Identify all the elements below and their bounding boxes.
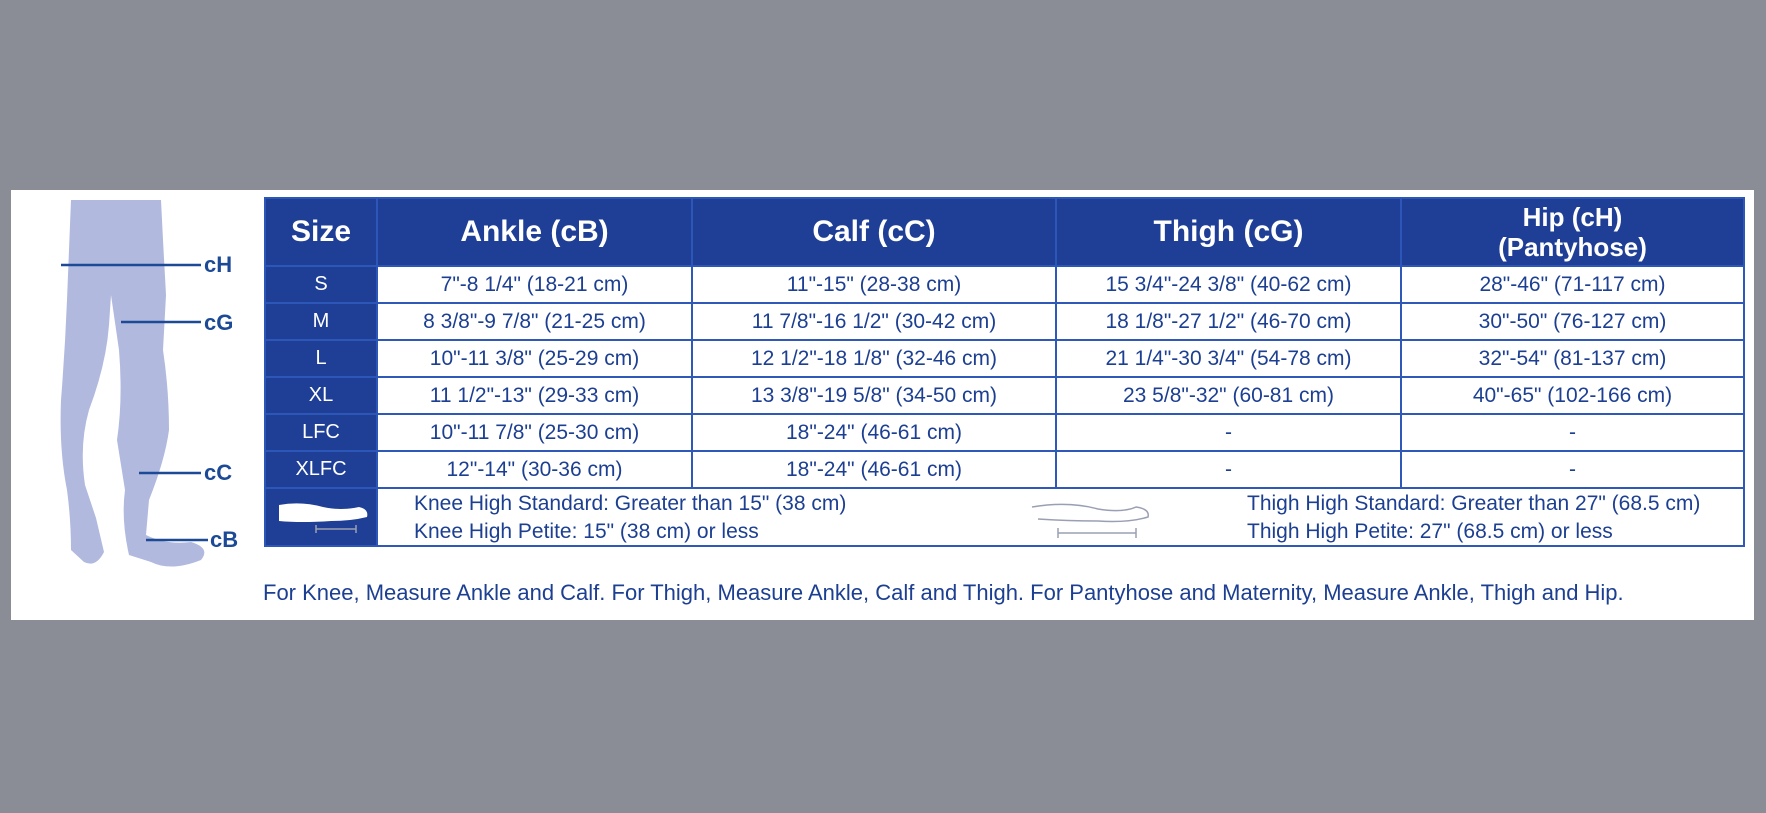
- leg-diagram: [51, 200, 251, 610]
- header-hip-line2: (Pantyhose): [1498, 232, 1647, 262]
- header-thigh: Thigh (cG): [1056, 198, 1401, 266]
- ankle-cell: 11 1/2"-13" (29-33 cm): [377, 377, 692, 414]
- calf-cell: 18"-24" (46-61 cm): [692, 414, 1056, 451]
- ankle-cell: 7"-8 1/4" (18-21 cm): [377, 266, 692, 303]
- table-row: [265, 414, 1744, 451]
- header-calf: Calf (cC): [692, 198, 1056, 266]
- table-row: [265, 303, 1744, 340]
- size-cell: LFC: [265, 414, 377, 451]
- knee-stocking-cell: [265, 488, 377, 546]
- knee-high-standard-note: Knee High Standard: Greater than 15" (38 cm): [414, 492, 847, 515]
- hip-cell: 30"-50" (76-127 cm): [1401, 303, 1744, 340]
- header-hip-line1: Hip (cH): [1522, 202, 1623, 232]
- calf-cell: 11"-15" (28-38 cm): [692, 266, 1056, 303]
- ankle-cell: 12"-14" (30-36 cm): [377, 451, 692, 488]
- calf-cell: 11 7/8"-16 1/2" (30-42 cm): [692, 303, 1056, 340]
- size-cell: XLFC: [265, 451, 377, 488]
- hip-cell: 28"-46" (71-117 cm): [1401, 266, 1744, 303]
- thigh-cell: -: [1056, 414, 1401, 451]
- length-notes: [377, 488, 1744, 546]
- table-row: [265, 266, 1744, 303]
- calf-cell: 18"-24" (46-61 cm): [692, 451, 1056, 488]
- hip-cell: 32"-54" (81-137 cm): [1401, 340, 1744, 377]
- thigh-cell: -: [1056, 451, 1401, 488]
- header-row: [265, 198, 1744, 266]
- size-cell: L: [265, 340, 377, 377]
- thigh-cell: 18 1/8"-27 1/2" (46-70 cm): [1056, 303, 1401, 340]
- header-size: Size: [265, 198, 377, 266]
- size-table: [264, 197, 1745, 547]
- hip-cell: -: [1401, 451, 1744, 488]
- calf-cell: 13 3/8"-19 5/8" (34-50 cm): [692, 377, 1056, 414]
- thigh-high-petite-note: Thigh High Petite: 27" (68.5 cm) or less: [1247, 520, 1613, 543]
- ankle-cell: 10"-11 3/8" (25-29 cm): [377, 340, 692, 377]
- label-cg: cG: [204, 310, 234, 335]
- hip-cell: 40"-65" (102-166 cm): [1401, 377, 1744, 414]
- header-hip: [1401, 198, 1744, 266]
- knee-stocking-icon: [271, 491, 371, 537]
- table-row: [265, 340, 1744, 377]
- size-cell: S: [265, 266, 377, 303]
- thigh-high-standard-note: Thigh High Standard: Greater than 27" (68.5 cm): [1247, 492, 1701, 515]
- size-chart-card: [11, 190, 1754, 620]
- thigh-cell: 15 3/4"-24 3/8" (40-62 cm): [1056, 266, 1401, 303]
- label-ch: cH: [204, 252, 233, 277]
- size-cell: M: [265, 303, 377, 340]
- size-cell: XL: [265, 377, 377, 414]
- length-notes-row: [265, 488, 1744, 546]
- table-row: [265, 451, 1744, 488]
- ankle-cell: 8 3/8"-9 7/8" (21-25 cm): [377, 303, 692, 340]
- thigh-stocking-icon: [1028, 497, 1154, 541]
- label-cb: cB: [210, 527, 239, 552]
- knee-high-petite-note: Knee High Petite: 15" (38 cm) or less: [414, 520, 759, 543]
- header-ankle: Ankle (cB): [377, 198, 692, 266]
- calf-cell: 12 1/2"-18 1/8" (32-46 cm): [692, 340, 1056, 377]
- measuring-instructions: For Knee, Measure Ankle and Calf. For Thigh, Measure Ankle, Calf and Thigh. For Pantyhose and Maternity, Measure Ankle, Thigh and Hip.: [263, 580, 1624, 605]
- label-cc: cC: [204, 460, 233, 485]
- table-row: [265, 377, 1744, 414]
- hip-cell: -: [1401, 414, 1744, 451]
- thigh-cell: 23 5/8"-32" (60-81 cm): [1056, 377, 1401, 414]
- thigh-cell: 21 1/4"-30 3/4" (54-78 cm): [1056, 340, 1401, 377]
- ankle-cell: 10"-11 7/8" (25-30 cm): [377, 414, 692, 451]
